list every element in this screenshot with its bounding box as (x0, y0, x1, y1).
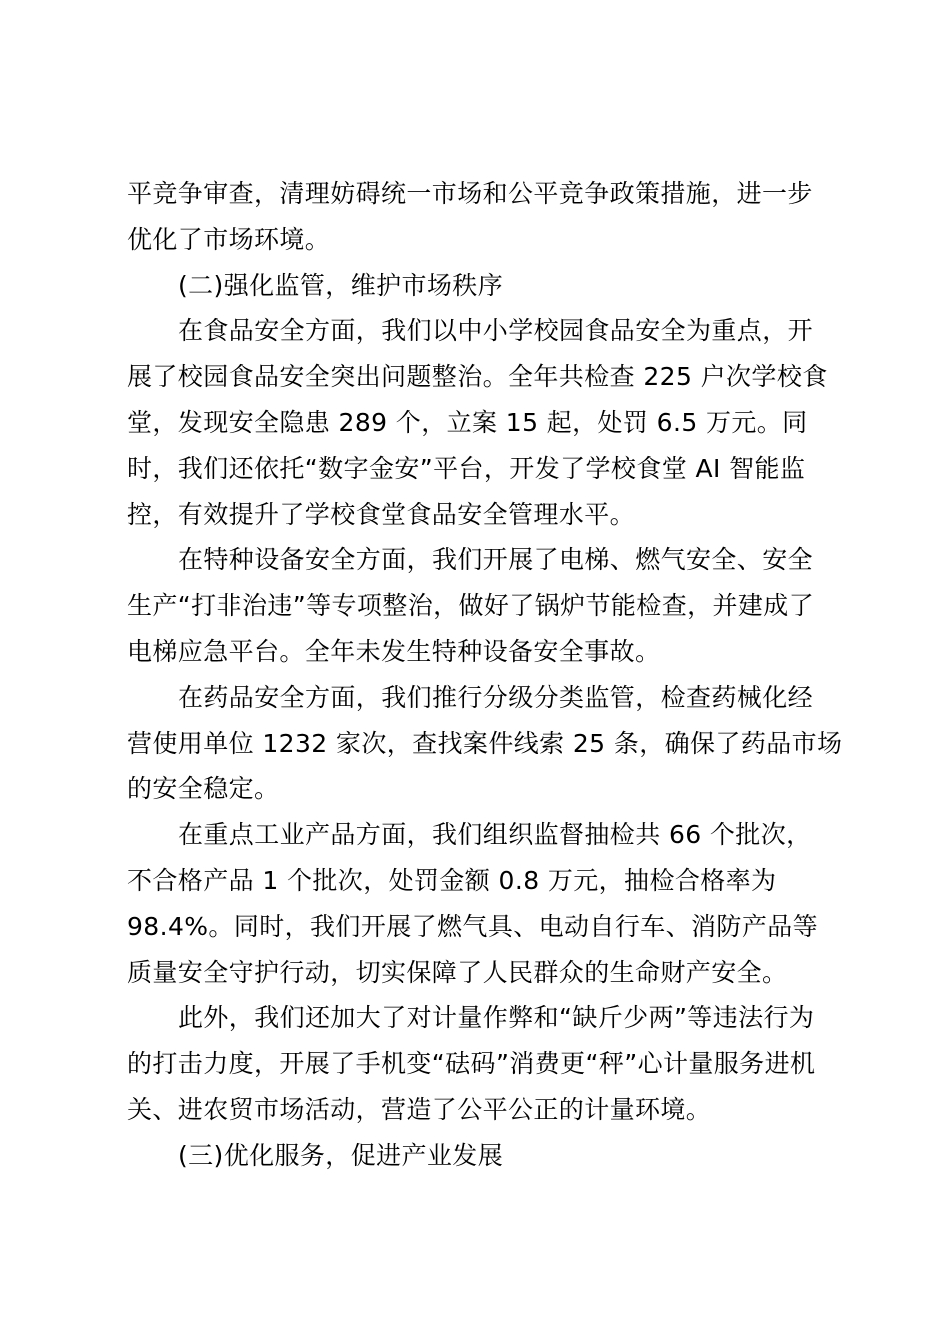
text-line: 优化了市场环境。 (127, 224, 331, 254)
text-line: 展了校园食品安全突出问题整治。全年共检查 225 户次学校食 (127, 362, 828, 392)
text-line: 堂，发现安全隐患 289 个，立案 15 起，处罚 6.5 万元。同 (127, 407, 808, 437)
text-line: 在食品安全方面，我们以中小学校园食品安全为重点，开 (178, 316, 814, 346)
text-line: 电梯应急平台。全年未发生特种设备安全事故。 (127, 636, 661, 666)
text-line: 的安全稳定。 (127, 774, 280, 804)
text-line: 质量安全守护行动，切实保障了人民群众的生命财产安全。 (127, 957, 788, 987)
text-line: 在重点工业产品方面，我们组织监督抽检共 66 个批次， (178, 820, 812, 850)
text-line: 的打击力度，开展了手机变“砝码”消费更“秤”心计量服务进机 (127, 1049, 816, 1079)
text-line: 在药品安全方面，我们推行分级分类监管，检查药械化经 (178, 682, 814, 712)
text-line: 此外，我们还加大了对计量作弊和“缺斤少两”等违法行为 (178, 1003, 815, 1033)
section-heading: (二)强化监管，维护市场秩序 (178, 270, 504, 300)
text-line: 关、进农贸市场活动，营造了公平公正的计量环境。 (127, 1094, 712, 1124)
text-line: 在特种设备安全方面，我们开展了电梯、燃气安全、安全 (178, 545, 814, 575)
text-line: 时，我们还依托“数字金安”平台，开发了学校食堂 AI 智能监 (127, 453, 806, 483)
text-line: 平竞争审查，清理妨碍统一市场和公平竞争政策措施，进一步 (127, 179, 813, 208)
text-line: 营使用单位 1232 家次，查找案件线索 25 条，确保了药品市场 (127, 728, 843, 758)
text-line: 生产“打非治违”等专项整治，做好了锅炉节能检查，并建成了 (127, 591, 815, 621)
document-body (127, 171, 843, 1179)
text-line: 控，有效提升了学校食堂食品安全管理水平。 (127, 499, 636, 529)
text-line: 不合格产品 1 个批次，处罚金额 0.8 万元，抽检合格率为 (127, 865, 777, 895)
section-heading: (三)优化服务，促进产业发展 (178, 1140, 504, 1170)
text-line: 98.4%。同时，我们开展了燃气具、电动自行车、消防产品等 (127, 911, 819, 941)
